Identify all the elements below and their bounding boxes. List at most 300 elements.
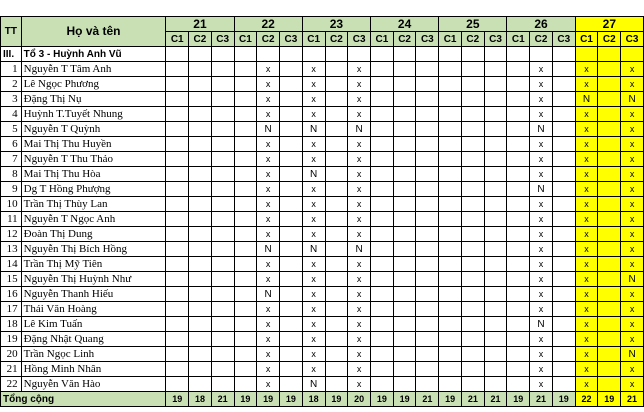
section-cell [325,47,348,62]
session-header: C3 [416,32,439,47]
attendance-cell [371,107,394,122]
attendance-cell [234,77,257,92]
attendance-cell [484,92,507,107]
header-row-days [1,17,644,32]
attendance-cell: x [348,302,371,317]
row-number: 1 [1,62,22,77]
attendance-cell [211,167,234,182]
attendance-cell [484,257,507,272]
attendance-cell [280,152,303,167]
attendance-cell [416,182,439,197]
row-number: 5 [1,122,22,137]
student-name: Lê Kim Tuấn [21,317,166,332]
row-number: 10 [1,197,22,212]
attendance-cell [484,137,507,152]
attendance-cell: x [302,257,325,272]
attendance-cell [166,332,189,347]
attendance-cell: x [575,332,598,347]
student-name: Mai Thị Thu Hòa [21,167,166,182]
attendance-cell [439,122,462,137]
attendance-cell [439,272,462,287]
attendance-cell: x [257,62,280,77]
attendance-cell [166,302,189,317]
attendance-cell [552,137,575,152]
attendance-cell [484,212,507,227]
attendance-cell [439,137,462,152]
session-header: C3 [621,32,644,47]
attendance-cell [189,167,212,182]
table-row [1,302,644,317]
attendance-cell [166,107,189,122]
attendance-cell: N [302,377,325,392]
attendance-cell [552,302,575,317]
attendance-cell [393,182,416,197]
attendance-cell [371,182,394,197]
total-cell: 21 [461,392,484,407]
session-header: C2 [189,32,212,47]
section-cell [302,47,325,62]
attendance-cell [552,257,575,272]
attendance-cell: x [348,152,371,167]
attendance-cell: x [575,122,598,137]
attendance-cell [189,227,212,242]
attendance-cell [598,62,621,77]
table-row [1,287,644,302]
attendance-cell [461,197,484,212]
attendance-cell [211,77,234,92]
attendance-cell: x [621,212,644,227]
attendance-cell [484,152,507,167]
attendance-cell [439,242,462,257]
attendance-cell [552,167,575,182]
section-cell [371,47,394,62]
attendance-cell [325,347,348,362]
attendance-cell [211,242,234,257]
attendance-cell [598,182,621,197]
table-row [1,257,644,272]
attendance-cell: x [621,77,644,92]
attendance-cell [189,347,212,362]
attendance-cell: N [530,122,553,137]
attendance-cell: x [257,137,280,152]
attendance-cell [393,197,416,212]
attendance-cell [416,242,439,257]
attendance-cell: x [621,122,644,137]
attendance-cell [461,317,484,332]
attendance-cell: x [621,302,644,317]
attendance-cell [371,287,394,302]
attendance-cell [371,272,394,287]
attendance-cell [280,137,303,152]
attendance-cell [507,122,530,137]
attendance-cell [371,332,394,347]
attendance-cell [189,152,212,167]
total-cell: 19 [439,392,462,407]
attendance-cell: x [348,332,371,347]
section-cell [439,47,462,62]
attendance-cell: N [257,122,280,137]
attendance-cell: x [302,182,325,197]
attendance-cell [598,152,621,167]
attendance-cell [484,362,507,377]
attendance-cell: x [575,137,598,152]
section-cell [598,47,621,62]
attendance-cell [598,302,621,317]
attendance-cell [507,212,530,227]
attendance-cell: x [575,287,598,302]
session-header: C1 [166,32,189,47]
attendance-cell: x [575,227,598,242]
attendance-cell: x [530,377,553,392]
attendance-cell [598,272,621,287]
attendance-cell: x [302,302,325,317]
attendance-cell [552,77,575,92]
attendance-cell [416,122,439,137]
attendance-cell [416,347,439,362]
attendance-cell: x [530,62,553,77]
attendance-cell: x [575,377,598,392]
attendance-cell [552,377,575,392]
table-row [1,77,644,92]
attendance-cell [234,377,257,392]
attendance-cell [280,242,303,257]
attendance-cell [211,197,234,212]
attendance-cell [552,362,575,377]
session-header: C3 [552,32,575,47]
attendance-cell: N [257,242,280,257]
attendance-cell [325,257,348,272]
attendance-cell [280,167,303,182]
attendance-cell: x [621,137,644,152]
attendance-cell [552,197,575,212]
attendance-cell [371,302,394,317]
attendance-cell: x [257,77,280,92]
attendance-cell [280,362,303,377]
section-cell [166,47,189,62]
attendance-cell [189,212,212,227]
student-name: Nguyễn Thị Huỳnh Như [21,272,166,287]
attendance-cell: x [621,287,644,302]
attendance-cell [325,377,348,392]
attendance-cell [211,317,234,332]
section-cell [575,47,598,62]
attendance-cell [189,257,212,272]
attendance-cell: x [575,272,598,287]
attendance-cell: N [348,122,371,137]
attendance-cell [416,107,439,122]
student-name: Thái Văn Hoàng [21,302,166,317]
total-cell: 21 [530,392,553,407]
attendance-cell: x [257,332,280,347]
attendance-cell: x [257,92,280,107]
attendance-cell [507,377,530,392]
attendance-cell [552,182,575,197]
attendance-cell: x [530,107,553,122]
attendance-cell [211,152,234,167]
section-cell [348,47,371,62]
attendance-cell: x [257,257,280,272]
attendance-cell: x [302,212,325,227]
attendance-cell: x [348,212,371,227]
table-row [1,137,644,152]
session-header: C1 [575,32,598,47]
attendance-cell: x [348,62,371,77]
attendance-cell [439,197,462,212]
attendance-cell: x [257,347,280,362]
attendance-cell: x [575,347,598,362]
table-row [1,242,644,257]
attendance-cell [189,287,212,302]
attendance-cell [484,317,507,332]
attendance-cell [552,272,575,287]
attendance-cell [189,302,212,317]
attendance-cell: x [302,362,325,377]
attendance-cell [234,362,257,377]
attendance-cell [393,122,416,137]
table-row [1,152,644,167]
table-row [1,62,644,77]
section-cell [461,47,484,62]
attendance-cell [484,242,507,257]
attendance-cell [461,152,484,167]
total-cell: 18 [189,392,212,407]
attendance-cell [325,332,348,347]
student-name: Đoàn Thị Dung [21,227,166,242]
attendance-cell [166,347,189,362]
attendance-cell [325,317,348,332]
attendance-cell: N [302,167,325,182]
attendance-cell [211,92,234,107]
row-number: 20 [1,347,22,362]
attendance-cell [371,197,394,212]
attendance-cell [166,257,189,272]
attendance-cell [507,257,530,272]
section-title: Tổ 3 - Huỳnh Anh Vũ [21,47,166,62]
attendance-cell [552,347,575,362]
day-header: 25 [439,17,507,32]
attendance-cell [211,362,234,377]
attendance-cell [325,77,348,92]
row-number: 21 [1,362,22,377]
attendance-cell: x [302,152,325,167]
total-cell: 19 [280,392,303,407]
attendance-cell [280,212,303,227]
student-name: Nguyễn T Quỳnh [21,122,166,137]
total-cell: 22 [575,392,598,407]
attendance-cell: x [348,227,371,242]
day-header: 22 [234,17,302,32]
attendance-cell [325,62,348,77]
attendance-cell [189,377,212,392]
attendance-cell: x [621,182,644,197]
attendance-cell [280,347,303,362]
attendance-cell [166,362,189,377]
attendance-cell [461,242,484,257]
attendance-cell [393,62,416,77]
session-header: C1 [439,32,462,47]
attendance-cell [371,77,394,92]
section-cell [552,47,575,62]
attendance-cell: x [257,227,280,242]
section-cell [189,47,212,62]
attendance-cell: x [257,107,280,122]
total-cell: 21 [416,392,439,407]
student-name: Lê Ngọc Phương [21,77,166,92]
attendance-cell: x [302,287,325,302]
total-cell: 19 [393,392,416,407]
attendance-cell [211,272,234,287]
attendance-cell [598,287,621,302]
section-number: III. [1,47,22,62]
attendance-cell [461,227,484,242]
attendance-cell [507,182,530,197]
attendance-cell [484,122,507,137]
attendance-cell [461,257,484,272]
attendance-cell [211,377,234,392]
session-header: C3 [348,32,371,47]
attendance-cell: x [348,77,371,92]
row-number: 12 [1,227,22,242]
section-cell [393,47,416,62]
attendance-cell [439,152,462,167]
attendance-cell [507,137,530,152]
section-cell [416,47,439,62]
attendance-cell [166,242,189,257]
attendance-cell [280,62,303,77]
total-cell: 19 [234,392,257,407]
attendance-cell [211,212,234,227]
attendance-cell [598,242,621,257]
attendance-cell [234,272,257,287]
attendance-cell [507,77,530,92]
day-header: 27 [575,17,643,32]
session-header: C2 [461,32,484,47]
row-number: 2 [1,77,22,92]
attendance-cell [371,242,394,257]
session-header: C1 [234,32,257,47]
attendance-cell: x [257,377,280,392]
row-number: 17 [1,302,22,317]
table-row [1,377,644,392]
session-header: C2 [325,32,348,47]
session-header: C2 [257,32,280,47]
attendance-cell [416,317,439,332]
attendance-cell: x [302,107,325,122]
attendance-table [0,16,644,407]
attendance-cell [393,137,416,152]
name-header: Họ và tên [21,17,166,47]
attendance-cell [461,77,484,92]
attendance-cell [189,332,212,347]
attendance-cell [484,377,507,392]
attendance-cell: x [575,302,598,317]
attendance-cell: x [257,152,280,167]
student-name: Trần Ngọc Linh [21,347,166,362]
table-row [1,332,644,347]
attendance-cell: x [302,317,325,332]
attendance-cell [280,182,303,197]
student-name: Nguyễn T Tâm Anh [21,62,166,77]
attendance-cell: x [302,92,325,107]
attendance-cell [416,302,439,317]
attendance-cell [598,257,621,272]
attendance-cell [461,347,484,362]
attendance-cell: x [530,242,553,257]
attendance-cell [416,227,439,242]
attendance-cell [393,77,416,92]
attendance-cell: x [621,152,644,167]
attendance-cell: N [530,182,553,197]
attendance-cell [166,377,189,392]
attendance-cell [325,197,348,212]
attendance-cell [189,362,212,377]
student-name: Nguyễn Văn Hào [21,377,166,392]
attendance-cell: x [530,287,553,302]
attendance-cell: x [302,137,325,152]
attendance-cell [371,167,394,182]
day-header: 26 [507,17,575,32]
attendance-cell [507,272,530,287]
row-number: 4 [1,107,22,122]
attendance-cell [280,77,303,92]
row-number: 15 [1,272,22,287]
attendance-cell [552,317,575,332]
attendance-cell [507,167,530,182]
attendance-cell: x [302,227,325,242]
attendance-cell [552,92,575,107]
attendance-cell: x [302,332,325,347]
attendance-cell [280,92,303,107]
attendance-cell [439,107,462,122]
attendance-cell: N [530,317,553,332]
attendance-cell [280,197,303,212]
attendance-cell [484,332,507,347]
attendance-cell: x [530,152,553,167]
session-header: C2 [598,32,621,47]
attendance-cell: x [257,362,280,377]
total-cell: 18 [302,392,325,407]
attendance-cell: x [530,302,553,317]
attendance-cell [507,62,530,77]
attendance-cell: N [348,242,371,257]
attendance-cell [234,197,257,212]
attendance-cell: x [621,197,644,212]
attendance-cell [234,287,257,302]
attendance-cell [507,362,530,377]
attendance-cell [325,212,348,227]
attendance-cell [439,287,462,302]
attendance-cell [234,122,257,137]
attendance-cell [280,332,303,347]
attendance-cell [393,227,416,242]
attendance-cell: x [621,107,644,122]
attendance-cell [211,107,234,122]
total-cell: 20 [348,392,371,407]
attendance-cell [189,197,212,212]
attendance-cell [166,152,189,167]
attendance-cell [166,272,189,287]
attendance-cell: x [530,227,553,242]
attendance-cell [552,242,575,257]
attendance-cell [507,287,530,302]
session-header: C1 [507,32,530,47]
attendance-cell [166,287,189,302]
attendance-cell [484,197,507,212]
attendance-cell [325,302,348,317]
day-header: 24 [371,17,439,32]
row-number: 3 [1,92,22,107]
attendance-cell [416,362,439,377]
